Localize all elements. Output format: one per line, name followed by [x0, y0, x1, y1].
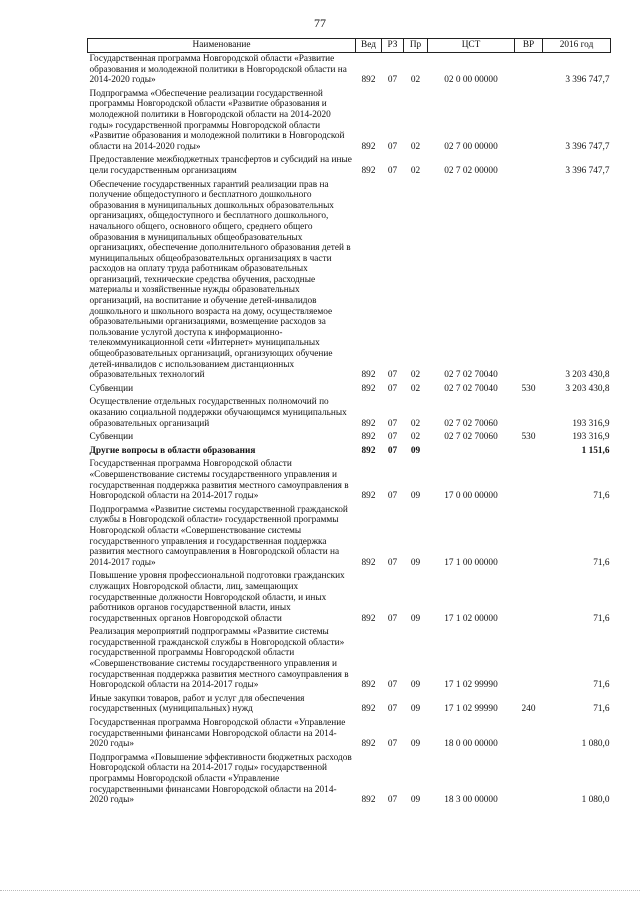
cell-rz: 07 — [387, 795, 398, 806]
cell-rz: 07 — [387, 75, 398, 86]
cell-cst: 02 0 00 00000 — [444, 75, 498, 86]
table-row — [88, 396, 611, 431]
cell-sum: 71,6 — [593, 491, 610, 502]
cell-cst: 02 7 02 70040 — [444, 370, 498, 381]
header-rz: РЗ — [382, 39, 404, 53]
cell-cst: 17 1 02 99990 — [444, 680, 498, 691]
budget-table — [87, 38, 611, 808]
cell-ved: 892 — [361, 141, 376, 152]
header-ved: Вед — [356, 39, 382, 53]
table-row — [88, 53, 611, 88]
scan-edge-noise — [0, 890, 640, 893]
cell-rz: 07 — [387, 704, 398, 715]
cell-name: Предоставление межбюджетных трансфертов и субсидий на иные цели государственным организациям — [89, 155, 352, 176]
header-vr: ВР — [515, 39, 543, 53]
cell-pr: 09 — [410, 704, 421, 715]
cell-vr — [515, 752, 543, 808]
cell-cst: 02 7 02 70060 — [444, 432, 498, 443]
table-header-row — [88, 39, 611, 53]
cell-name: Субвенции — [89, 432, 134, 443]
cell-ved: 892 — [361, 704, 376, 715]
cell-sum: 193 316,9 — [572, 418, 610, 429]
cell-name: Подпрограмма «Развитие системы государственной гражданской службы в Новгородской области» государственной программы Новгородской области «Совершенствование системы государственного управления и государственная поддержка развития местного самоуправления в Новгородской области на 2014-2017 годы» — [89, 504, 348, 568]
cell-cst: 17 0 00 00000 — [444, 491, 498, 502]
cell-ved: 892 — [361, 739, 376, 750]
cell-vr: 530 — [521, 383, 536, 394]
cell-vr: 530 — [521, 432, 536, 443]
cell-ved: 892 — [361, 613, 376, 624]
table-row — [88, 445, 611, 459]
cell-ved: 892 — [361, 795, 376, 806]
cell-rz: 07 — [387, 557, 398, 568]
cell-sum: 71,6 — [593, 557, 610, 568]
cell-vr — [515, 504, 543, 571]
cell-name: Повышение уровня профессиональной подготовки гражданских служащих Новгородской области, лиц, замещающих государственные должности Новгородской области, и иных работников органов государственной власти, иных государственных органов Новгородской области — [89, 571, 345, 624]
table-row — [88, 179, 611, 383]
cell-pr: 02 — [410, 165, 421, 176]
cell-sum: 1 080,0 — [581, 739, 610, 750]
cell-pr: 02 — [410, 383, 421, 394]
cell-ved: 892 — [361, 445, 376, 456]
cell-cst: 02 7 02 00000 — [444, 165, 498, 176]
table-row — [88, 752, 611, 808]
cell-sum: 71,6 — [593, 680, 610, 691]
cell-ved: 892 — [361, 680, 376, 691]
cell-vr — [515, 458, 543, 503]
cell-name: Обеспечение государственных гарантий реализации прав на получение общедоступного и бесплатного дошкольного образования в муниципальных дошкольных образовательных организациях, общедоступного и бесплатного дошкольного, начального общего, основного общего, среднего общего образования в муниципальных общеобразовательных организациях, обеспечение дополнительного образования детей в муниципальных общеобразовательных организациях в части расходов на оплату труда работникам образовательных организаций, технические средства обучения, расходные материалы и хозяйственные нужды образовательных организаций, на воспитание и обучение детей-инвалидов дошкольного и школьного возраста на дому, осуществляемое образовательными организациями, возмещение расходов за пользование услугой доступа к информационно-телекоммуникационной сети «Интернет» муниципальных общеобразовательных организаций, организующих обучение детей-инвалидов с использованием дистанционных образовательных технологий — [89, 179, 351, 381]
cell-pr: 09 — [410, 613, 421, 624]
cell-sum: 1 080,0 — [581, 795, 610, 806]
cell-name: Государственная программа Новгородской области «Управление государственными финансами Новгородской области на 2014-2020 годы» — [89, 718, 346, 750]
cell-cst: 02 7 02 70060 — [444, 418, 498, 429]
cell-name: Подпрограмма «Обеспечение реализации государственной программы Новгородской области «Развитие образования и молодежной политики в Новгородской области на 2014-2020 годы» государственной программы Новгородской области «Развитие образования и молодежной политики в Новгородской области на 2014-2020 годы» — [89, 88, 345, 152]
cell-pr: 09 — [410, 491, 421, 502]
cell-cst: 17 1 00 00000 — [444, 557, 498, 568]
cell-name: Подпрограмма «Повышение эффективности бюджетных расходов Новгородской области на 2014-2017 годы» государственной программы Новгородской области «Управление государственными финансами Новгородской области на 2014-2020 годы» — [89, 752, 352, 806]
table-row — [88, 717, 611, 752]
cell-name: Другие вопросы в области образования — [89, 445, 256, 456]
cell-cst — [428, 445, 515, 459]
cell-cst: 17 1 02 00000 — [444, 613, 498, 624]
cell-vr — [515, 88, 543, 155]
cell-rz: 07 — [387, 141, 398, 152]
cell-name: Государственная программа Новгородской области «Совершенствование системы государственного управления и государственная поддержка развития местного самоуправления в Новгородской области на 2014-2017 годы» — [89, 459, 349, 502]
cell-rz: 07 — [387, 739, 398, 750]
cell-ved: 892 — [361, 418, 376, 429]
cell-ved: 892 — [361, 557, 376, 568]
cell-ved: 892 — [361, 75, 376, 86]
cell-pr: 02 — [410, 75, 421, 86]
cell-name: Реализация мероприятий подпрограммы «Развитие системы государственной гражданской службы в Новгородской области» государственной программы Новгородской области «Совершенствование системы государственного управления и государственная поддержка развития местного самоуправления в Новгородской области на 2014-2017 годы» — [89, 627, 349, 691]
page-number: 77 — [314, 16, 326, 30]
cell-pr: 09 — [410, 739, 421, 750]
table-row — [88, 570, 611, 626]
table-row — [88, 458, 611, 503]
cell-ved: 892 — [361, 432, 376, 443]
cell-pr: 02 — [410, 432, 421, 443]
header-pr: Пр — [404, 39, 428, 53]
table-row — [88, 383, 611, 397]
cell-rz: 07 — [387, 383, 398, 394]
cell-ved: 892 — [361, 491, 376, 502]
cell-sum: 3 396 747,7 — [565, 141, 610, 152]
cell-rz: 07 — [387, 445, 398, 456]
cell-rz: 07 — [387, 491, 398, 502]
cell-cst: 02 7 02 70040 — [444, 383, 498, 394]
cell-pr: 02 — [410, 370, 421, 381]
cell-name: Субвенции — [89, 383, 134, 394]
cell-sum: 71,6 — [593, 613, 610, 624]
cell-sum: 3 203 430,8 — [565, 383, 610, 394]
cell-vr — [515, 717, 543, 752]
cell-sum: 71,6 — [593, 704, 610, 715]
cell-name: Иные закупки товаров, работ и услуг для обеспечения государственных (муниципальных) нужд — [89, 693, 305, 715]
cell-pr: 09 — [410, 445, 421, 456]
cell-vr — [515, 179, 543, 383]
cell-vr — [515, 445, 543, 459]
cell-rz: 07 — [387, 613, 398, 624]
cell-cst: 17 1 02 99990 — [444, 704, 498, 715]
cell-pr: 09 — [410, 557, 421, 568]
cell-rz: 07 — [387, 680, 398, 691]
cell-cst: 18 3 00 00000 — [444, 795, 498, 806]
cell-pr: 09 — [410, 680, 421, 691]
table-row — [88, 504, 611, 571]
table-body — [88, 53, 611, 808]
table-row — [88, 693, 611, 717]
table-row — [88, 154, 611, 178]
table-row — [88, 626, 611, 693]
cell-rz: 07 — [387, 418, 398, 429]
cell-rz: 07 — [387, 432, 398, 443]
cell-vr: 240 — [521, 704, 536, 715]
cell-pr: 09 — [410, 795, 421, 806]
cell-vr — [515, 570, 543, 626]
cell-pr: 02 — [410, 141, 421, 152]
cell-vr — [515, 626, 543, 693]
cell-sum: 193 316,9 — [572, 432, 610, 443]
cell-vr — [515, 154, 543, 178]
table-row — [88, 88, 611, 155]
cell-rz: 07 — [387, 370, 398, 381]
cell-sum: 1 151,6 — [581, 445, 610, 456]
cell-sum: 3 396 747,7 — [565, 75, 610, 86]
header-name: Наименование — [88, 39, 356, 53]
cell-rz: 07 — [387, 165, 398, 176]
cell-sum: 3 396 747,7 — [565, 165, 610, 176]
cell-cst: 02 7 00 00000 — [444, 141, 498, 152]
header-year: 2016 год — [543, 39, 611, 53]
cell-vr — [515, 396, 543, 431]
cell-ved: 892 — [361, 370, 376, 381]
cell-name: Осуществление отдельных государственных полномочий по оказанию социальной поддержки обучающимся муниципальных образовательных организаций — [89, 397, 347, 429]
cell-pr: 02 — [410, 418, 421, 429]
cell-name: Государственная программа Новгородской области «Развитие образования и молодежной политики в Новгородской области на 2014-2020 годы» — [89, 54, 347, 86]
cell-sum: 3 203 430,8 — [565, 370, 610, 381]
cell-vr — [515, 53, 543, 88]
cell-cst: 18 0 00 00000 — [444, 739, 498, 750]
header-cst: ЦСТ — [428, 39, 515, 53]
cell-ved: 892 — [361, 383, 376, 394]
table-row — [88, 431, 611, 445]
cell-ved: 892 — [361, 165, 376, 176]
